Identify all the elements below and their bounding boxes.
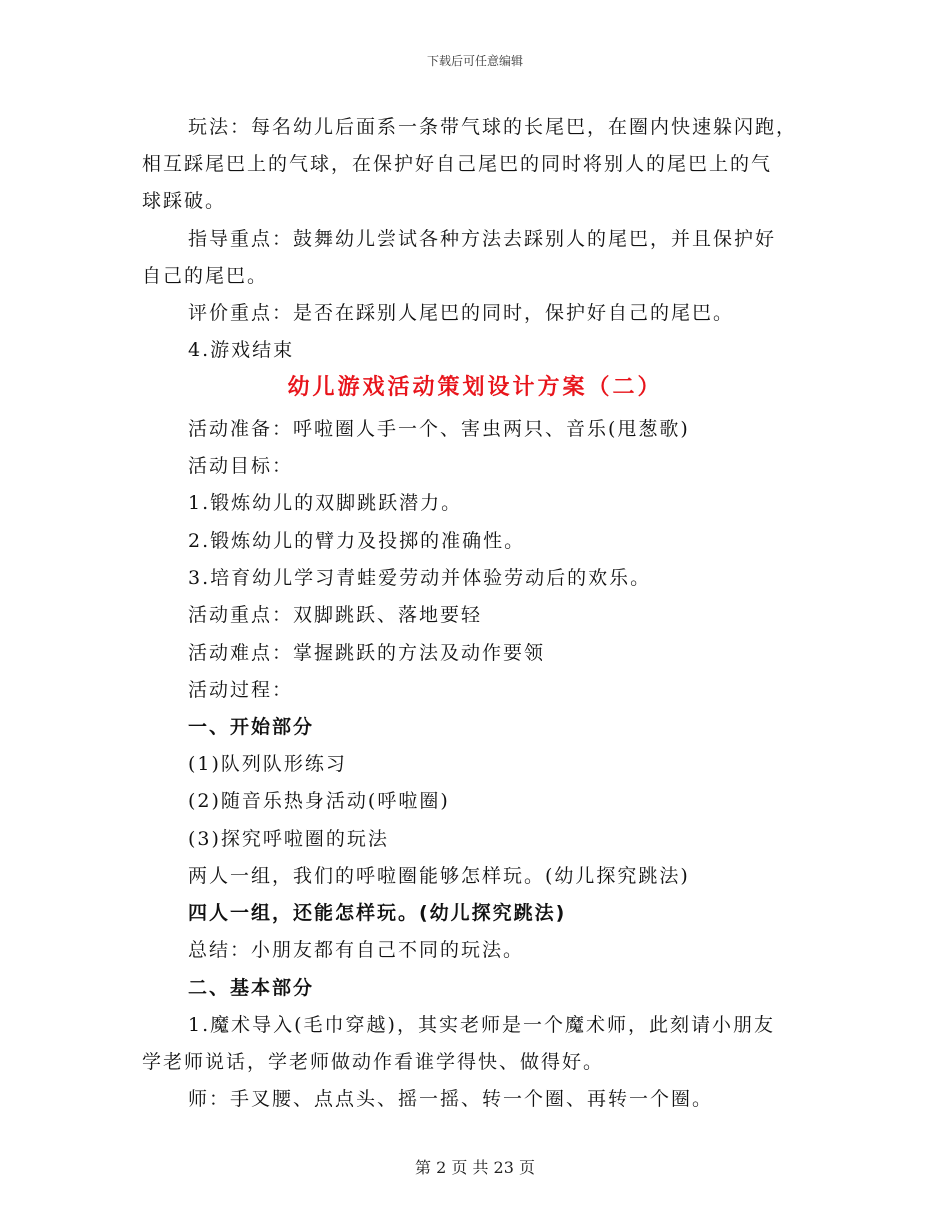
header-note: 下载后可任意编辑 bbox=[426, 54, 523, 68]
paragraph-line: 活动重点：双脚跳跃、落地要轻 bbox=[188, 604, 483, 626]
paragraph-line: 活动准备：呼啦圈人手一个、害虫两只、音乐(甩葱歌) bbox=[188, 418, 690, 440]
paragraph-line: 球踩破。 bbox=[142, 190, 227, 212]
paragraph-line: 指导重点：鼓舞幼儿尝试各种方法去踩别人的尾巴，并且保护好 bbox=[188, 228, 777, 250]
paragraph-line: 活动过程： bbox=[188, 679, 294, 701]
paragraph-line: 玩法：每名幼儿后面系一条带气球的长尾巴，在圈内快速躲闪跑， bbox=[188, 116, 798, 138]
paragraph-line: 活动难点：掌握跳跃的方法及动作要领 bbox=[188, 642, 546, 664]
paragraph-line: 两人一组，我们的呼啦圈能够怎样玩。(幼儿探究跳法) bbox=[188, 865, 690, 887]
paragraph-line: 活动目标： bbox=[188, 455, 294, 477]
list-item: 2.锻炼幼儿的臂力及投掷的准确性。 bbox=[188, 530, 526, 552]
paragraph-line-bold: 四人一组，还能怎样玩。(幼儿探究跳法) bbox=[188, 902, 567, 924]
paragraph-line: 总结：小朋友都有自己不同的玩法。 bbox=[188, 939, 525, 961]
paragraph-line: 自己的尾巴。 bbox=[142, 265, 269, 287]
paragraph-line: 评价重点：是否在踩别人尾巴的同时，保护好自己的尾巴。 bbox=[188, 302, 735, 324]
section-title: 幼儿游戏活动策划设计方案（二） bbox=[287, 375, 663, 400]
paragraph-line: 师：手叉腰、点点头、摇一摇、转一个圈、再转一个圈。 bbox=[188, 1088, 714, 1110]
list-item: (3)探究呼啦圈的玩法 bbox=[188, 828, 389, 850]
list-item: (1)队列队形练习 bbox=[188, 753, 347, 775]
paragraph-line: 学老师说话，学老师做动作看谁学得快、做得好。 bbox=[142, 1051, 605, 1073]
section-heading: 一、开始部分 bbox=[188, 716, 315, 738]
list-item: 1.锻炼幼儿的双脚跳跃潜力。 bbox=[188, 492, 463, 514]
paragraph-line: 4.游戏结束 bbox=[188, 339, 295, 361]
paragraph-line: 1.魔术导入(毛巾穿越)，其实老师是一个魔术师，此刻请小朋友 bbox=[188, 1014, 775, 1036]
list-item: (2)随音乐热身活动(呼啦圈) bbox=[188, 790, 450, 812]
page-footer: 第 2 页 共 23 页 bbox=[415, 1158, 535, 1177]
section-heading: 二、基本部分 bbox=[188, 977, 315, 999]
list-item: 3.培育幼儿学习青蛙爱劳动并体验劳动后的欢乐。 bbox=[188, 567, 652, 589]
paragraph-line: 相互踩尾巴上的气球，在保护好自己尾巴的同时将别人的尾巴上的气 bbox=[142, 153, 773, 175]
